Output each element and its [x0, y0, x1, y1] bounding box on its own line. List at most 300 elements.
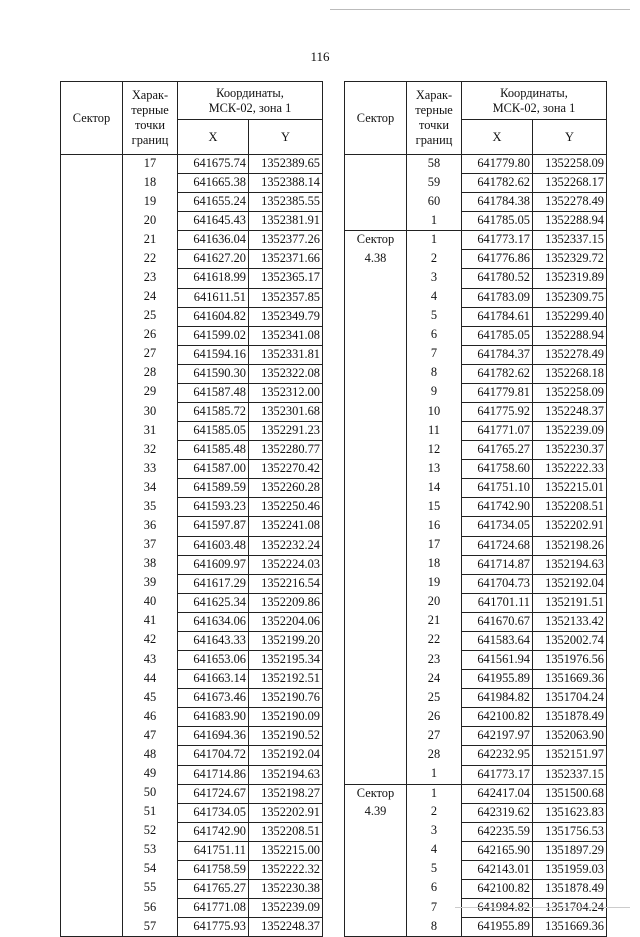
header-points: Харак- терные точки границ [123, 82, 178, 155]
x-coordinate-cell: 641765.27 [178, 879, 249, 898]
table-row [61, 364, 323, 383]
sector-cell [345, 441, 407, 460]
table-row [345, 250, 607, 269]
x-coordinate-cell: 641617.29 [178, 574, 249, 593]
table-row [345, 403, 607, 422]
y-coordinate-cell: 1352388.14 [249, 174, 323, 193]
sector-cell: Сектор [345, 784, 407, 803]
sector-cell [345, 593, 407, 612]
point-number-cell: 39 [123, 574, 178, 593]
table-row [61, 689, 323, 708]
y-coordinate-cell: 1352371.66 [249, 250, 323, 269]
x-coordinate-cell: 641583.64 [462, 631, 533, 650]
sector-cell [61, 250, 123, 269]
y-coordinate-cell: 1351623.83 [533, 803, 607, 822]
sector-cell [61, 288, 123, 307]
y-coordinate-cell: 1352224.03 [249, 555, 323, 574]
point-number-cell: 40 [123, 593, 178, 612]
x-coordinate-cell: 641603.48 [178, 536, 249, 555]
point-number-cell: 15 [407, 498, 462, 517]
y-coordinate-cell: 1352230.38 [249, 879, 323, 898]
table-row [345, 441, 607, 460]
table-row [61, 460, 323, 479]
table-row [345, 269, 607, 288]
table-row [61, 288, 323, 307]
table-row [61, 422, 323, 441]
header-y: Y [249, 120, 323, 155]
y-coordinate-cell: 1352258.09 [533, 155, 607, 174]
y-coordinate-cell: 1352389.65 [249, 155, 323, 174]
y-coordinate-cell: 1351897.29 [533, 841, 607, 860]
y-coordinate-cell: 1351669.36 [533, 670, 607, 689]
table-row [61, 765, 323, 784]
sector-cell [345, 155, 407, 174]
table-row [61, 555, 323, 574]
table-row [61, 345, 323, 364]
table-row [345, 860, 607, 879]
sector-cell [61, 441, 123, 460]
sector-cell [61, 479, 123, 498]
sector-cell [345, 536, 407, 555]
y-coordinate-cell: 1352191.51 [533, 593, 607, 612]
x-coordinate-cell: 641665.38 [178, 174, 249, 193]
header-x: X [178, 120, 249, 155]
point-number-cell: 46 [123, 708, 178, 727]
table-row [61, 860, 323, 879]
x-coordinate-cell: 641653.06 [178, 651, 249, 670]
table-row [61, 612, 323, 631]
y-coordinate-cell: 1352248.37 [249, 918, 323, 937]
sector-cell [61, 383, 123, 402]
x-coordinate-cell: 641785.05 [462, 326, 533, 345]
table-row [61, 651, 323, 670]
sector-cell [61, 155, 123, 174]
table-row [345, 593, 607, 612]
y-coordinate-cell: 1351704.24 [533, 689, 607, 708]
table-row [61, 593, 323, 612]
sector-cell [345, 574, 407, 593]
y-coordinate-cell: 1352199.20 [249, 631, 323, 650]
point-number-cell: 2 [407, 803, 462, 822]
y-coordinate-cell: 1352377.26 [249, 231, 323, 250]
sector-cell [345, 212, 407, 231]
header-y: Y [533, 120, 607, 155]
page-number: 116 [310, 49, 330, 64]
y-coordinate-cell: 1352215.00 [249, 841, 323, 860]
table-row [61, 212, 323, 231]
point-number-cell: 24 [123, 288, 178, 307]
point-number-cell: 41 [123, 612, 178, 631]
table-row [61, 536, 323, 555]
point-number-cell: 19 [123, 193, 178, 212]
y-coordinate-cell: 1351878.49 [533, 879, 607, 898]
x-coordinate-cell: 641643.33 [178, 631, 249, 650]
sector-cell [61, 841, 123, 860]
y-coordinate-cell: 1352192.04 [249, 746, 323, 765]
sector-cell [61, 422, 123, 441]
x-coordinate-cell: 641751.10 [462, 479, 533, 498]
y-coordinate-cell: 1352222.32 [249, 860, 323, 879]
table-row [345, 803, 607, 822]
y-coordinate-cell: 1352198.27 [249, 784, 323, 803]
y-coordinate-cell: 1352239.09 [533, 422, 607, 441]
x-coordinate-cell: 641773.17 [462, 765, 533, 784]
point-number-cell: 28 [407, 746, 462, 765]
sector-cell [61, 269, 123, 288]
sector-cell [61, 746, 123, 765]
x-coordinate-cell: 641773.17 [462, 231, 533, 250]
x-coordinate-cell: 641585.48 [178, 441, 249, 460]
table-row [345, 689, 607, 708]
y-coordinate-cell: 1352151.97 [533, 746, 607, 765]
y-coordinate-cell: 1352232.24 [249, 536, 323, 555]
table-row [345, 383, 607, 402]
point-number-cell: 36 [123, 517, 178, 536]
sector-cell [61, 860, 123, 879]
x-coordinate-cell: 641589.59 [178, 479, 249, 498]
table-row [345, 326, 607, 345]
sector-cell [345, 345, 407, 364]
sector-cell [345, 364, 407, 383]
point-number-cell: 19 [407, 574, 462, 593]
x-coordinate-cell: 641775.93 [178, 918, 249, 937]
point-number-cell: 25 [407, 689, 462, 708]
point-number-cell: 43 [123, 651, 178, 670]
table-row [345, 631, 607, 650]
y-coordinate-cell: 1352248.37 [533, 403, 607, 422]
sector-cell [61, 612, 123, 631]
header-coordinates: Координаты, МСК-02, зона 1 [178, 82, 323, 120]
y-coordinate-cell: 1351976.56 [533, 651, 607, 670]
y-coordinate-cell: 1352331.81 [249, 345, 323, 364]
x-coordinate-cell: 641955.89 [462, 918, 533, 937]
header-coordinates: Координаты, МСК-02, зона 1 [462, 82, 607, 120]
table-row [61, 231, 323, 250]
point-number-cell: 11 [407, 422, 462, 441]
y-coordinate-cell: 1352268.17 [533, 174, 607, 193]
point-number-cell: 1 [407, 231, 462, 250]
sector-cell [345, 860, 407, 879]
point-number-cell: 51 [123, 803, 178, 822]
x-coordinate-cell: 641758.60 [462, 460, 533, 479]
coordinates-table-right [344, 81, 607, 937]
table-row [61, 574, 323, 593]
point-number-cell: 55 [123, 879, 178, 898]
sector-cell [61, 822, 123, 841]
point-number-cell: 23 [407, 651, 462, 670]
x-coordinate-cell: 641609.97 [178, 555, 249, 574]
x-coordinate-cell: 642197.97 [462, 727, 533, 746]
x-coordinate-cell: 641663.14 [178, 670, 249, 689]
table-row [345, 479, 607, 498]
point-number-cell: 48 [123, 746, 178, 765]
header-x: X [462, 120, 533, 155]
point-number-cell: 26 [123, 326, 178, 345]
x-coordinate-cell: 641955.89 [462, 670, 533, 689]
x-coordinate-cell: 642100.82 [462, 708, 533, 727]
x-coordinate-cell: 641675.74 [178, 155, 249, 174]
point-number-cell: 31 [123, 422, 178, 441]
table-row [61, 250, 323, 269]
table-row [345, 536, 607, 555]
sector-cell [345, 517, 407, 536]
sector-cell [345, 193, 407, 212]
table-row [345, 498, 607, 517]
x-coordinate-cell: 641782.62 [462, 364, 533, 383]
y-coordinate-cell: 1352309.75 [533, 288, 607, 307]
table-row [345, 822, 607, 841]
point-number-cell: 4 [407, 288, 462, 307]
point-number-cell: 3 [407, 822, 462, 841]
y-coordinate-cell: 1352215.01 [533, 479, 607, 498]
sector-cell [345, 899, 407, 918]
point-number-cell: 18 [407, 555, 462, 574]
sector-cell [61, 498, 123, 517]
y-coordinate-cell: 1351959.03 [533, 860, 607, 879]
table-row [61, 670, 323, 689]
y-coordinate-cell: 1352278.49 [533, 193, 607, 212]
sector-cell [61, 765, 123, 784]
point-number-cell: 42 [123, 631, 178, 650]
sector-cell [345, 479, 407, 498]
top-rule [330, 9, 630, 10]
point-number-cell: 8 [407, 364, 462, 383]
table-row [61, 879, 323, 898]
y-coordinate-cell: 1352194.63 [533, 555, 607, 574]
x-coordinate-cell: 641645.43 [178, 212, 249, 231]
x-coordinate-cell: 641701.11 [462, 593, 533, 612]
table-row [61, 155, 323, 174]
y-coordinate-cell: 1352241.08 [249, 517, 323, 536]
sector-cell [345, 765, 407, 784]
sector-cell: 4.38 [345, 250, 407, 269]
point-number-cell: 21 [407, 612, 462, 631]
x-coordinate-cell: 641784.38 [462, 193, 533, 212]
point-number-cell: 50 [123, 784, 178, 803]
sector-cell [61, 307, 123, 326]
table-row [345, 708, 607, 727]
table-row [345, 879, 607, 898]
x-coordinate-cell: 641784.61 [462, 307, 533, 326]
point-number-cell: 3 [407, 269, 462, 288]
y-coordinate-cell: 1352190.09 [249, 708, 323, 727]
table-row [345, 670, 607, 689]
table-row [345, 784, 607, 803]
y-coordinate-cell: 1352208.51 [533, 498, 607, 517]
point-number-cell: 45 [123, 689, 178, 708]
point-number-cell: 58 [407, 155, 462, 174]
x-coordinate-cell: 641742.90 [178, 822, 249, 841]
y-coordinate-cell: 1352230.37 [533, 441, 607, 460]
sector-cell [61, 879, 123, 898]
y-coordinate-cell: 1352202.91 [533, 517, 607, 536]
point-number-cell: 7 [407, 899, 462, 918]
x-coordinate-cell: 641618.99 [178, 269, 249, 288]
point-number-cell: 28 [123, 364, 178, 383]
table-row [345, 422, 607, 441]
sector-cell [61, 193, 123, 212]
y-coordinate-cell: 1352222.33 [533, 460, 607, 479]
sector-cell [345, 383, 407, 402]
sector-cell [61, 536, 123, 555]
point-number-cell: 21 [123, 231, 178, 250]
point-number-cell: 22 [123, 250, 178, 269]
point-number-cell: 4 [407, 841, 462, 860]
point-number-cell: 30 [123, 403, 178, 422]
x-coordinate-cell: 642417.04 [462, 784, 533, 803]
point-number-cell: 54 [123, 860, 178, 879]
table-row [61, 403, 323, 422]
y-coordinate-cell: 1352357.85 [249, 288, 323, 307]
table-row [61, 727, 323, 746]
point-number-cell: 18 [123, 174, 178, 193]
point-number-cell: 17 [407, 536, 462, 555]
point-number-cell: 20 [407, 593, 462, 612]
y-coordinate-cell: 1352381.91 [249, 212, 323, 231]
sector-cell [61, 708, 123, 727]
table-row [61, 193, 323, 212]
sector-cell [345, 326, 407, 345]
x-coordinate-cell: 641561.94 [462, 651, 533, 670]
table-row [61, 803, 323, 822]
sector-cell [345, 746, 407, 765]
y-coordinate-cell: 1352198.26 [533, 536, 607, 555]
x-coordinate-cell: 641751.11 [178, 841, 249, 860]
header-sector: Сектор [345, 82, 407, 155]
table-row [345, 899, 607, 918]
table-row [61, 784, 323, 803]
y-coordinate-cell: 1352063.90 [533, 727, 607, 746]
sector-cell [61, 212, 123, 231]
sector-cell [61, 899, 123, 918]
table-row [345, 231, 607, 250]
x-coordinate-cell: 641594.16 [178, 345, 249, 364]
x-coordinate-cell: 641771.08 [178, 899, 249, 918]
x-coordinate-cell: 641655.24 [178, 193, 249, 212]
y-coordinate-cell: 1351669.36 [533, 918, 607, 937]
y-coordinate-cell: 1352190.52 [249, 727, 323, 746]
sector-cell [61, 651, 123, 670]
point-number-cell: 6 [407, 879, 462, 898]
x-coordinate-cell: 641785.05 [462, 212, 533, 231]
point-number-cell: 24 [407, 670, 462, 689]
sector-cell [345, 174, 407, 193]
point-number-cell: 8 [407, 918, 462, 937]
sector-cell [345, 422, 407, 441]
x-coordinate-cell: 641585.72 [178, 403, 249, 422]
y-coordinate-cell: 1352192.04 [533, 574, 607, 593]
x-coordinate-cell: 641783.09 [462, 288, 533, 307]
table-row [345, 651, 607, 670]
sector-cell [345, 631, 407, 650]
x-coordinate-cell: 641636.04 [178, 231, 249, 250]
x-coordinate-cell: 641775.92 [462, 403, 533, 422]
point-number-cell: 5 [407, 860, 462, 879]
sector-cell [61, 555, 123, 574]
sector-cell [345, 498, 407, 517]
y-coordinate-cell: 1352239.09 [249, 899, 323, 918]
sector-cell [61, 574, 123, 593]
point-number-cell: 34 [123, 479, 178, 498]
x-coordinate-cell: 642100.82 [462, 879, 533, 898]
table-row [61, 326, 323, 345]
x-coordinate-cell: 641587.48 [178, 383, 249, 402]
x-coordinate-cell: 641585.05 [178, 422, 249, 441]
sector-cell [61, 460, 123, 479]
x-coordinate-cell: 642235.59 [462, 822, 533, 841]
x-coordinate-cell: 641683.90 [178, 708, 249, 727]
point-number-cell: 1 [407, 212, 462, 231]
point-number-cell: 32 [123, 441, 178, 460]
x-coordinate-cell: 641984.82 [462, 899, 533, 918]
point-number-cell: 12 [407, 441, 462, 460]
table-row [345, 555, 607, 574]
table-row [345, 193, 607, 212]
y-coordinate-cell: 1352322.08 [249, 364, 323, 383]
y-coordinate-cell: 1352270.42 [249, 460, 323, 479]
y-coordinate-cell: 1352312.00 [249, 383, 323, 402]
sector-cell [61, 231, 123, 250]
y-coordinate-cell: 1352002.74 [533, 631, 607, 650]
point-number-cell: 56 [123, 899, 178, 918]
y-coordinate-cell: 1352260.28 [249, 479, 323, 498]
y-coordinate-cell: 1352385.55 [249, 193, 323, 212]
sector-cell [345, 727, 407, 746]
y-coordinate-cell: 1352288.94 [533, 326, 607, 345]
table-row [345, 517, 607, 536]
y-coordinate-cell: 1352291.23 [249, 422, 323, 441]
x-coordinate-cell: 641724.68 [462, 536, 533, 555]
x-coordinate-cell: 641742.90 [462, 498, 533, 517]
point-number-cell: 29 [123, 383, 178, 402]
point-number-cell: 1 [407, 765, 462, 784]
sector-cell [61, 364, 123, 383]
point-number-cell: 27 [123, 345, 178, 364]
y-coordinate-cell: 1352299.40 [533, 307, 607, 326]
point-number-cell: 10 [407, 403, 462, 422]
point-number-cell: 6 [407, 326, 462, 345]
x-coordinate-cell: 641714.86 [178, 765, 249, 784]
x-coordinate-cell: 641782.62 [462, 174, 533, 193]
table-row [61, 746, 323, 765]
table-row [345, 155, 607, 174]
sector-cell [345, 555, 407, 574]
sector-cell [61, 593, 123, 612]
point-number-cell: 47 [123, 727, 178, 746]
x-coordinate-cell: 641714.87 [462, 555, 533, 574]
sector-cell [345, 269, 407, 288]
sector-cell [61, 403, 123, 422]
table-row [61, 631, 323, 650]
x-coordinate-cell: 641694.36 [178, 727, 249, 746]
sector-cell [345, 841, 407, 860]
x-coordinate-cell: 642232.95 [462, 746, 533, 765]
y-coordinate-cell: 1352280.77 [249, 441, 323, 460]
x-coordinate-cell: 641779.80 [462, 155, 533, 174]
sector-cell [345, 403, 407, 422]
sector-cell [61, 727, 123, 746]
point-number-cell: 49 [123, 765, 178, 784]
x-coordinate-cell: 641670.67 [462, 612, 533, 631]
x-coordinate-cell: 641771.07 [462, 422, 533, 441]
y-coordinate-cell: 1351878.49 [533, 708, 607, 727]
y-coordinate-cell: 1352278.49 [533, 345, 607, 364]
point-number-cell: 25 [123, 307, 178, 326]
x-coordinate-cell: 641779.81 [462, 383, 533, 402]
point-number-cell: 2 [407, 250, 462, 269]
x-coordinate-cell: 641625.34 [178, 593, 249, 612]
y-coordinate-cell: 1352202.91 [249, 803, 323, 822]
